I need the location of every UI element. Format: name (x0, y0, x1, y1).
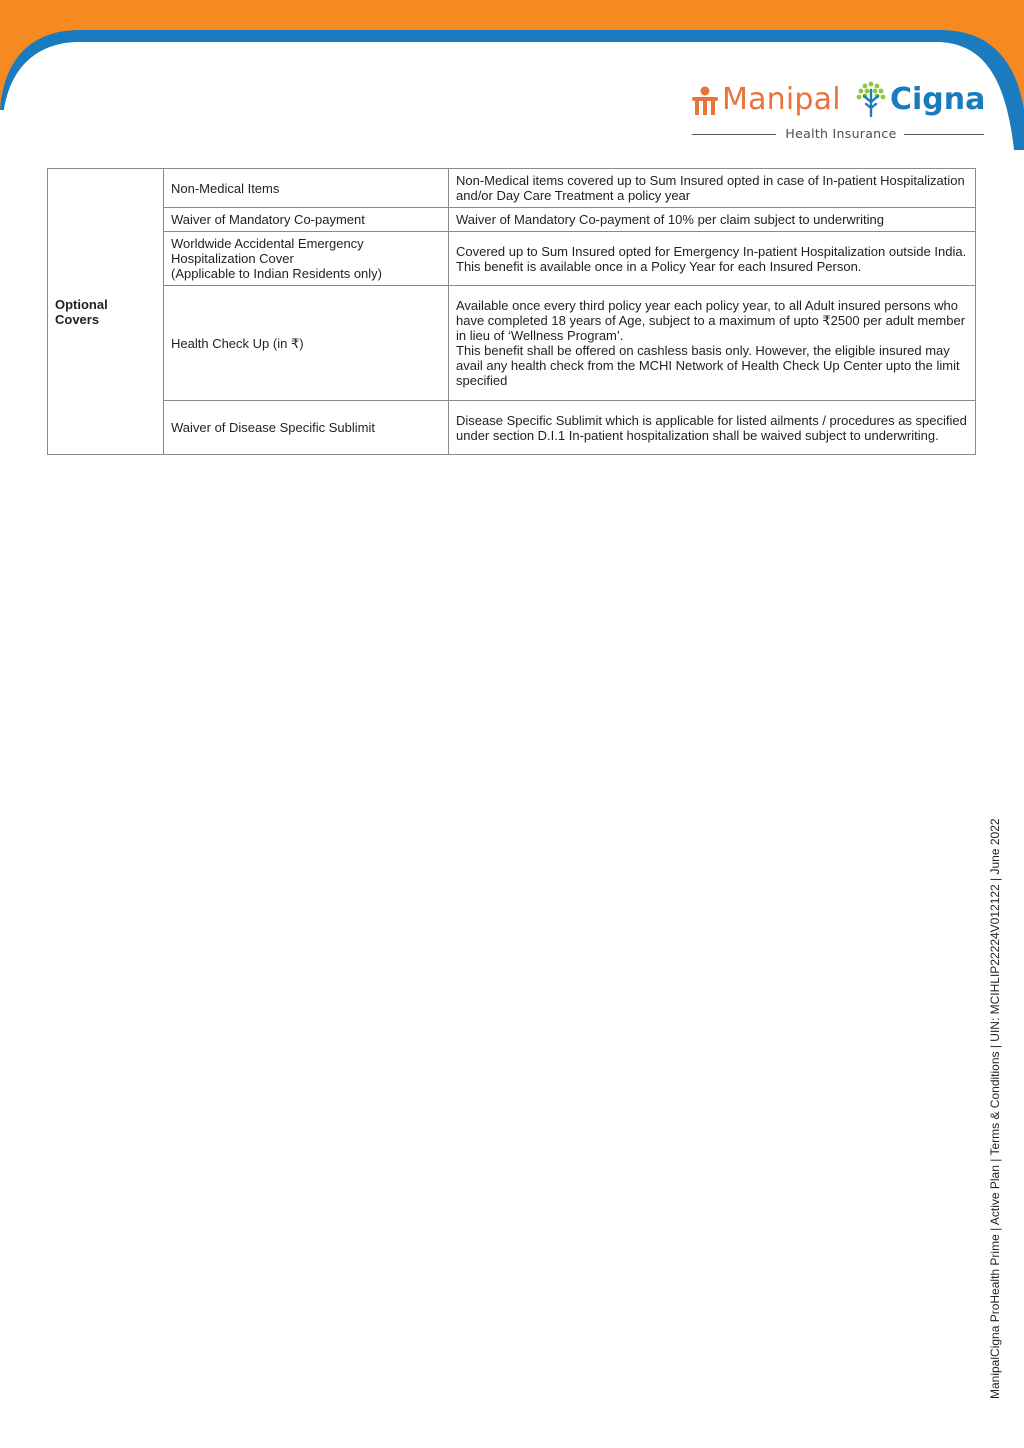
table-row (48, 208, 976, 232)
description-paragraph: This benefit shall be offered on cashless basis only. However, the eligible insured may avail any health check from the MCHI Network of Health Check Up Center upto the limit specified (456, 343, 960, 388)
item-line: (Applicable to Indian Residents only) (171, 266, 383, 281)
category-cell (48, 169, 164, 455)
optional-covers-table (47, 168, 976, 455)
item-line: Hospitalization Cover (171, 251, 294, 266)
description-cell: Waiver of Mandatory Co-payment of 10% per claim subject to underwriting (449, 208, 976, 232)
description-cell: Non-Medical items covered up to Sum Insured opted in case of In-patient Hospitalization and/or Day Care Treatment a policy year (449, 169, 976, 208)
tagline-right-rule (904, 134, 984, 135)
description-cell (449, 286, 976, 401)
description-paragraph: Available once every third policy year each policy year, to all Adult insured persons who have completed 18 years of Age, subject to a maximum of upto ₹2500 per adult member in lieu of ‘Wellness Program’. (456, 298, 966, 343)
tagline-left-rule (692, 134, 776, 135)
description-cell: Disease Specific Sublimit which is applicable for listed ailments / procedures as specified under section D.I.1 In-patient hospitalization shall be waived subject to underwriting. (449, 401, 976, 455)
table-row (48, 232, 976, 286)
item-cell: Waiver of Mandatory Co-payment (164, 208, 449, 232)
cigna-tree-icon (854, 80, 888, 120)
item-line: Worldwide Accidental Emergency (171, 236, 364, 251)
manipal-emblem-icon (688, 82, 722, 122)
brand-name-manipal: Manipal (722, 82, 841, 117)
brand-logo (688, 78, 988, 148)
item-cell: Health Check Up (in ₹) (164, 286, 449, 401)
category-label: Optional Covers (55, 296, 108, 327)
brand-name-cigna: Cigna (890, 82, 986, 117)
item-cell: Waiver of Disease Specific Sublimit (164, 401, 449, 455)
table-row (48, 169, 976, 208)
table-row (48, 401, 976, 455)
brand-tagline: Health Insurance (785, 126, 897, 141)
vertical-footer-text: ManipalCigna ProHealth Prime | Active Plan | Terms & Conditions | UIN: MCIHLIP22224V012122 | June 2022 (988, 818, 1002, 1399)
description-cell: Covered up to Sum Insured opted for Emergency In-patient Hospitalization outside India. This benefit is available once in a Policy Year for each Insured Person. (449, 232, 976, 286)
item-cell: Non-Medical Items (164, 169, 449, 208)
table-row (48, 286, 976, 401)
item-cell (164, 232, 449, 286)
